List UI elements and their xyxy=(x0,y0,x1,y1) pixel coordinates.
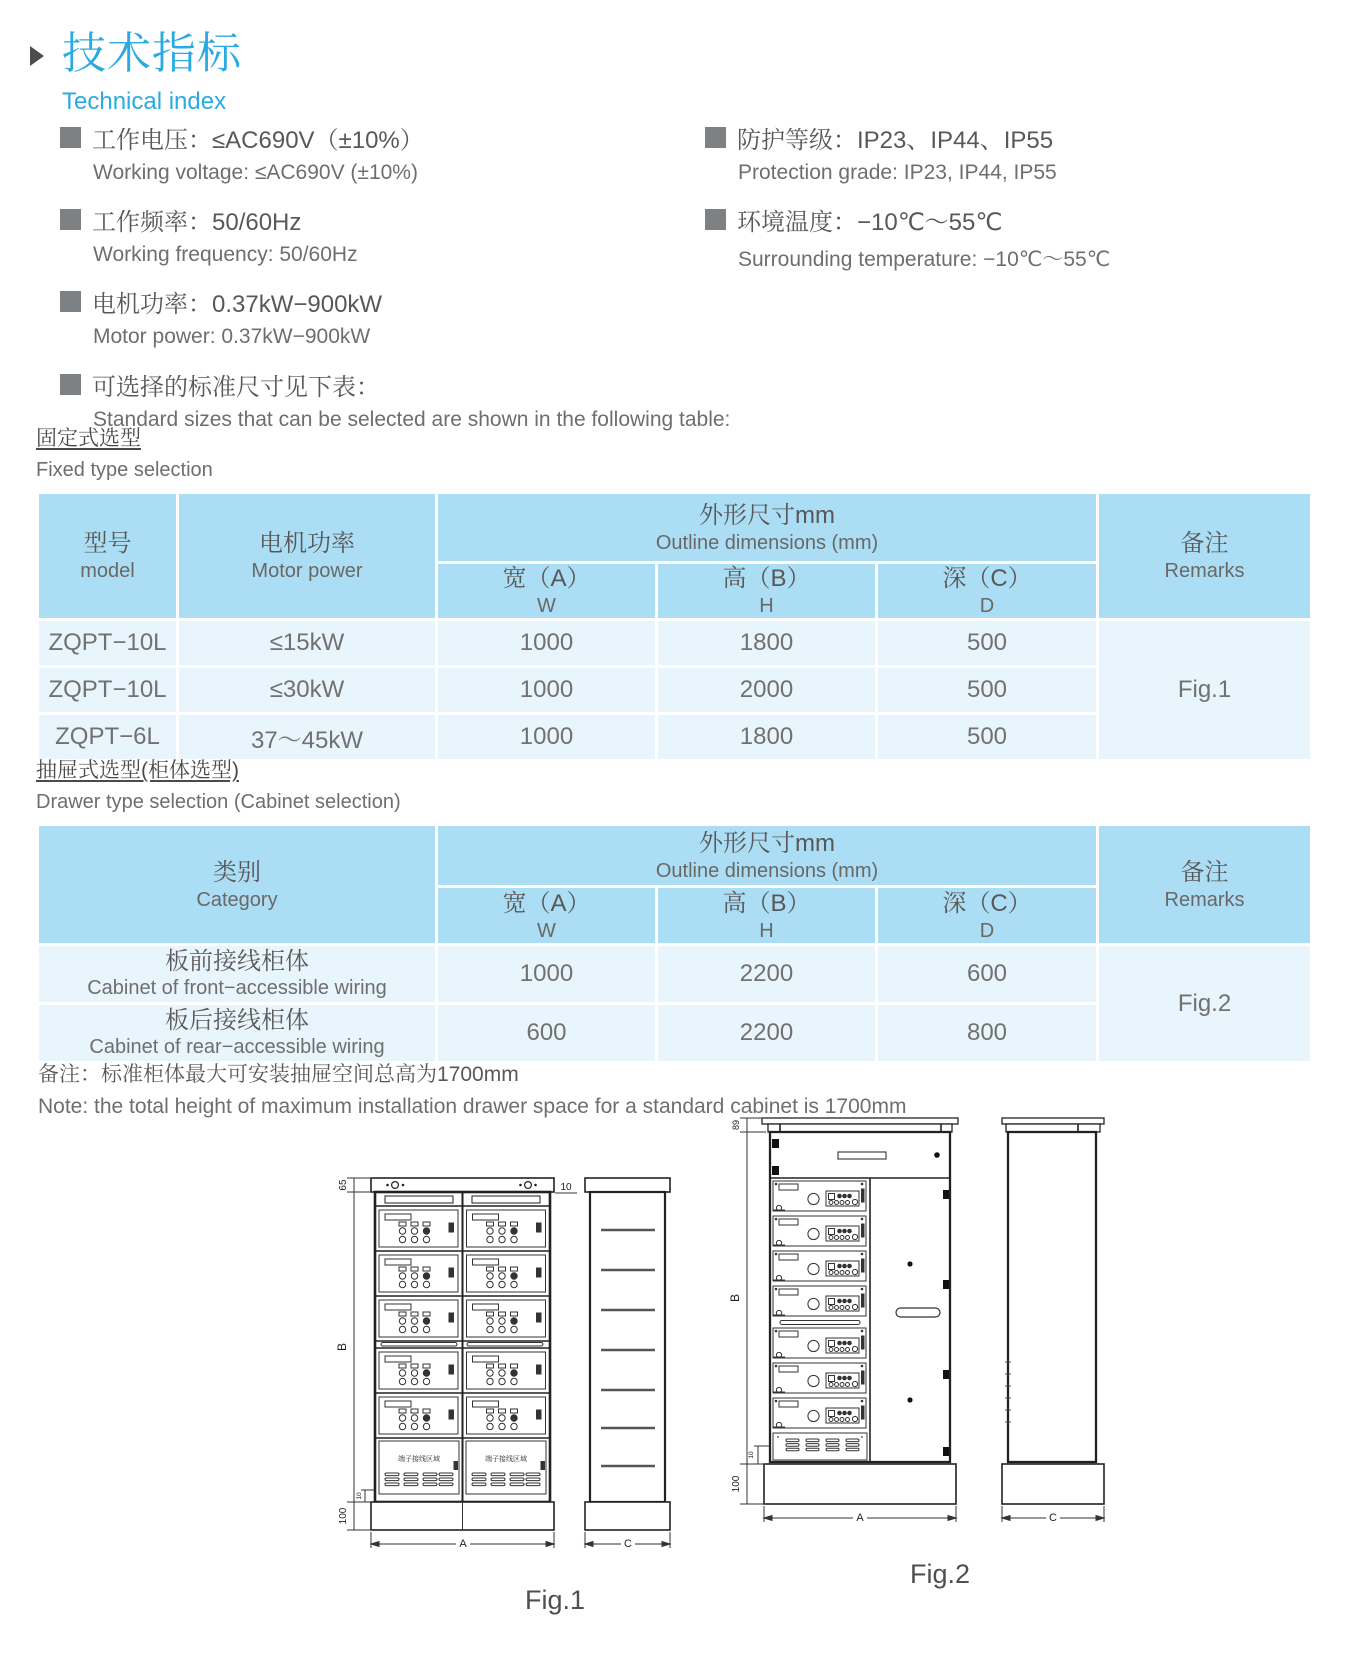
col-header-depth xyxy=(877,563,1098,620)
cell-depth: 600 xyxy=(877,945,1098,1004)
header-text-en: D xyxy=(979,919,995,942)
col-header-motor-power xyxy=(178,493,437,620)
bullet-square-icon xyxy=(60,291,81,312)
spec-item xyxy=(705,204,1335,234)
col-header-remarks xyxy=(1098,493,1312,620)
spec-item xyxy=(60,122,690,152)
cell-power: ≤30kW xyxy=(178,667,437,714)
fig2-dim-cap: 89 xyxy=(731,1119,741,1131)
col-header-outline-dimensions xyxy=(437,825,1098,887)
section-label-cn: 抽屉式选型(柜体选型) xyxy=(36,759,239,782)
header-text-en: Motor power xyxy=(251,560,363,582)
spec-text-en: Motor power: 0.37kW−900kW xyxy=(93,325,371,348)
cell-depth: 500 xyxy=(877,714,1098,761)
table-row xyxy=(38,620,1312,667)
cell-width: 1000 xyxy=(437,714,657,761)
col-header-width xyxy=(437,887,657,945)
spec-text-cn: 环境温度：−10℃～55℃ xyxy=(737,208,1003,236)
page-header xyxy=(30,30,242,116)
fig2-dim-width: A xyxy=(856,1512,864,1524)
spec-item xyxy=(60,369,690,399)
spec-item xyxy=(60,204,690,234)
col-header-depth xyxy=(877,887,1098,945)
header-text-cn: 电机功率 xyxy=(259,530,355,557)
cell-category-en: Cabinet of rear−accessible wiring xyxy=(89,1036,385,1059)
bullet-square-icon xyxy=(705,209,726,230)
header-text-en: model xyxy=(80,560,135,582)
spec-text-en: Working voltage: ≤AC690V (±10%) xyxy=(93,161,418,184)
header-text-cn: 备注 xyxy=(1180,858,1229,886)
header-text-cn: 宽（A） xyxy=(502,565,591,592)
fig1-dim-width: A xyxy=(459,1538,467,1550)
cell-width: 1000 xyxy=(437,945,657,1004)
spec-list-left xyxy=(60,122,731,451)
header-text-en: Category xyxy=(196,888,278,911)
section-label-en: Drawer type selection (Cabinet selection) xyxy=(36,791,401,813)
cell-category-cn: 板前接线柜体 xyxy=(165,947,309,975)
drawer-type-table xyxy=(36,823,1313,1064)
cell-category xyxy=(38,1004,437,1063)
col-header-height xyxy=(657,887,877,945)
spec-text-en: Standard sizes that can be selected are shown in the following table: xyxy=(93,408,731,431)
header-text-cn: 外形尺寸mm xyxy=(699,829,835,857)
cell-height: 2200 xyxy=(657,945,877,1004)
header-text-en: Remarks xyxy=(1164,888,1245,911)
fig2-drawing xyxy=(710,1112,1110,1552)
fixed-type-section xyxy=(36,422,1310,762)
table-row xyxy=(38,945,1312,1004)
cell-remark: Fig.1 xyxy=(1098,620,1312,761)
spec-text-cn: 工作频率：50/60Hz xyxy=(92,208,302,236)
fig1-terminal-label: 端子接线区域 xyxy=(398,1456,440,1463)
fig2-dim-body: B xyxy=(728,1293,742,1303)
cell-width: 1000 xyxy=(437,667,657,714)
bullet-square-icon xyxy=(60,127,81,148)
fixed-type-table xyxy=(36,491,1313,762)
fig1-drawing xyxy=(335,1170,705,1570)
spec-text-en: Working frequency: 50/60Hz xyxy=(93,243,358,266)
figure-fig1 xyxy=(335,1170,705,1616)
header-text-en: Outline dimensions (mm) xyxy=(655,859,879,882)
note-en: Note: the total height of maximum installation drawer space for a standard cabinet is 1700mm xyxy=(38,1095,907,1118)
header-text-cn: 深（C） xyxy=(942,889,1032,917)
fig1-caption: Fig.1 xyxy=(524,1585,586,1615)
cell-depth: 500 xyxy=(877,620,1098,667)
col-header-outline-dimensions xyxy=(437,493,1098,563)
fig1-dim-cap: 65 xyxy=(338,1179,349,1191)
spec-item xyxy=(60,286,690,316)
cell-height: 2000 xyxy=(657,667,877,714)
col-header-width xyxy=(437,563,657,620)
fig1-front-view xyxy=(371,1178,554,1530)
spec-text-cn: 电机功率：0.37kW−900kW xyxy=(92,290,383,318)
fig2-dim-gap: 10 xyxy=(748,1451,755,1459)
spec-text-cn: 可选择的标准尺寸见下表： xyxy=(92,373,380,401)
cell-height: 2200 xyxy=(657,1004,877,1063)
fig1-side-view xyxy=(585,1178,670,1530)
cell-remark: Fig.2 xyxy=(1098,945,1312,1063)
header-text-cn: 高（B） xyxy=(722,565,811,592)
col-header-remarks xyxy=(1098,825,1312,945)
table-note xyxy=(38,1058,906,1119)
page-subtitle: Technical index xyxy=(62,88,227,116)
fig2-front-view xyxy=(762,1118,958,1504)
section-label-cn: 固定式选型 xyxy=(36,427,141,450)
header-text-en: W xyxy=(537,919,556,942)
header-text-cn: 型号 xyxy=(83,530,132,557)
bullet-square-icon xyxy=(60,374,81,395)
cell-category-en: Cabinet of front−accessible wiring xyxy=(87,977,387,1000)
cell-category-cn: 板后接线柜体 xyxy=(165,1006,309,1034)
col-header-height xyxy=(657,563,877,620)
section-label-en: Fixed type selection xyxy=(36,459,213,481)
fig1-dim-body: B xyxy=(335,1342,349,1352)
cell-height: 1800 xyxy=(657,620,877,667)
header-text-en: Remarks xyxy=(1164,560,1245,582)
fig2-dim-depth: C xyxy=(1049,1512,1057,1524)
fig2-side-view xyxy=(1002,1118,1104,1504)
cell-power: 37～45kW xyxy=(178,714,437,761)
spec-text-en: Surrounding temperature: −10℃～55℃ xyxy=(738,248,1111,271)
cell-depth: 500 xyxy=(877,667,1098,714)
note-cn: 备注：标准柜体最大可安装抽屉空间总高为1700mm xyxy=(38,1063,519,1086)
header-text-en: H xyxy=(759,919,774,942)
header-text-en: Outline dimensions (mm) xyxy=(655,531,879,554)
col-header-category xyxy=(38,825,437,945)
fig1-dim-base: 100 xyxy=(338,1507,349,1525)
cell-power: ≤15kW xyxy=(178,620,437,667)
header-text-en: H xyxy=(759,595,774,617)
header-text-cn: 宽（A） xyxy=(502,889,591,917)
cell-width: 600 xyxy=(437,1004,657,1063)
fig2-dim-base: 100 xyxy=(731,1475,742,1493)
cell-height: 1800 xyxy=(657,714,877,761)
header-text-cn: 高（B） xyxy=(722,889,811,917)
fig1-terminal-label: 端子接线区域 xyxy=(485,1456,527,1463)
spec-list-right xyxy=(705,122,1335,286)
spec-item xyxy=(705,122,1335,152)
cell-depth: 800 xyxy=(877,1004,1098,1063)
bullet-square-icon xyxy=(705,127,726,148)
fig1-dim-cap-offset: 10 xyxy=(560,1182,572,1193)
header-text-en: D xyxy=(979,595,995,617)
header-text-en: W xyxy=(537,595,556,617)
cell-model: ZQPT−10L xyxy=(38,667,178,714)
header-text-cn: 外形尺寸mm xyxy=(699,501,835,529)
fig1-dim-gap: 10 xyxy=(356,1492,363,1500)
fig1-dim-depth: C xyxy=(624,1538,632,1550)
fig2-caption: Fig.2 xyxy=(909,1559,971,1589)
header-text-cn: 深（C） xyxy=(942,565,1032,592)
spec-text-en: Protection grade: IP23, IP44, IP55 xyxy=(738,161,1057,184)
col-header-model xyxy=(38,493,178,620)
drawer-type-section xyxy=(36,754,1310,1064)
cell-width: 1000 xyxy=(437,620,657,667)
spec-text-cn: 防护等级：IP23、IP44、IP55 xyxy=(737,126,1054,154)
figure-fig2 xyxy=(710,1112,1110,1590)
cell-category xyxy=(38,945,437,1004)
section-arrow-icon xyxy=(30,46,44,66)
page-title: 技术指标 xyxy=(62,29,242,78)
header-text-cn: 类别 xyxy=(213,858,261,886)
cell-model: ZQPT−10L xyxy=(38,620,178,667)
header-text-cn: 备注 xyxy=(1180,530,1229,557)
bullet-square-icon xyxy=(60,209,81,230)
spec-text-cn: 工作电压：≤AC690V（±10%） xyxy=(92,126,424,154)
cell-model: ZQPT−6L xyxy=(38,714,178,761)
